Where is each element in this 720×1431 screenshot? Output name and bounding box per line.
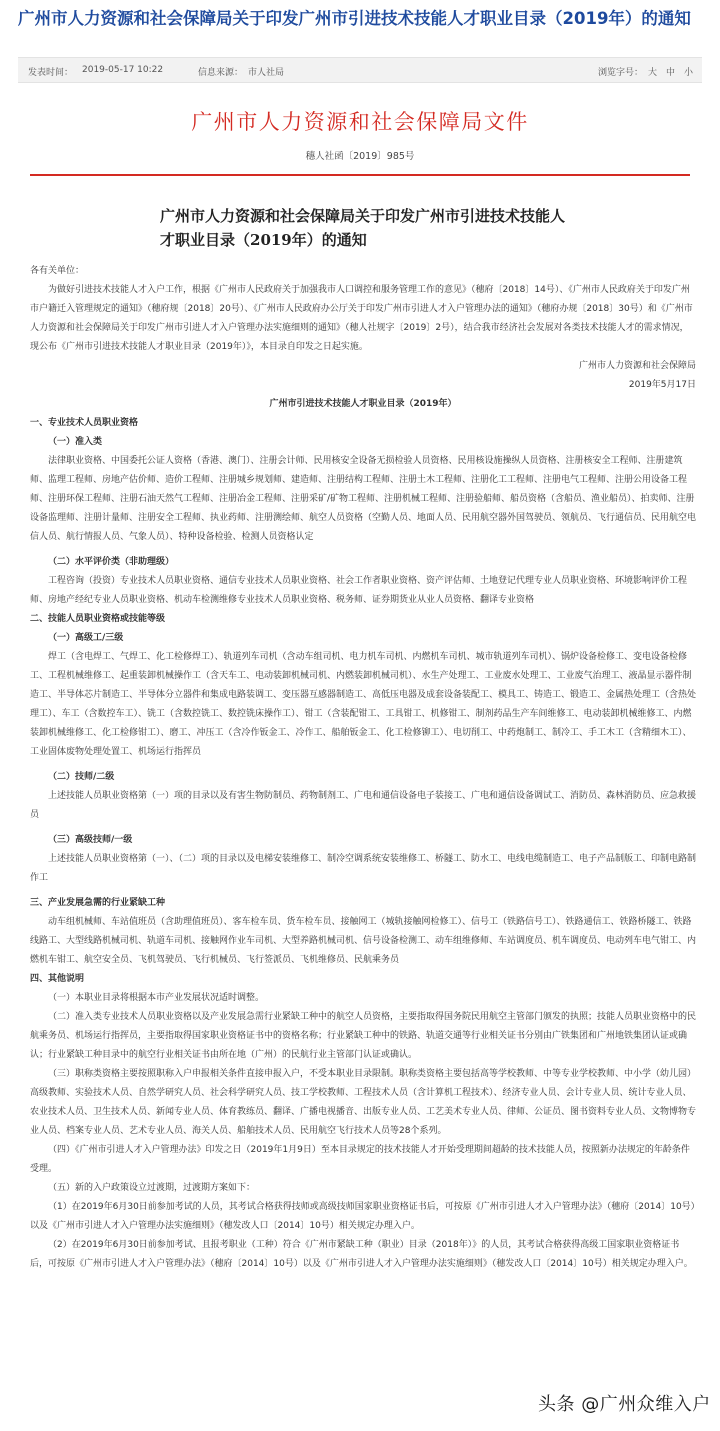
signature: 广州市人力资源和社会保障局 xyxy=(578,361,696,371)
catalog-title: 广州市引进技术技能人才职业目录（2019年） xyxy=(269,399,457,409)
section-paragraph: 上述技能人员职业资格第（一）项的目录以及有害生物防制员、药物制剂工、广电和通信设备电子装接工、广电和通信设备调试工、消防员、森林消防员、应急救援员 xyxy=(30,791,697,820)
section-heading: 四、其他说明 xyxy=(30,974,85,984)
section-paragraph: 上述技能人员职业资格第（一）、（二）项的目录以及电梯安装维修工、制冷空调系统安装维修工、桥隧工、防水工、电线电缆制造工、电子产品制版工、印制电路制作工 xyxy=(30,854,697,883)
section-heading: 三、产业发展急需的行业紧缺工种 xyxy=(30,898,166,908)
section-heading: 一、专业技术人员职业资格 xyxy=(30,418,139,428)
section-paragraph: 工程咨询（投资）专业技术人员职业资格、通信专业技术人员职业资格、社会工作者职业资格、资产评估师、土地登记代理专业人员职业资格、环境影响评价工程师、房地产经纪专业人员职业资格、机动车检测维修专业技术人员职业资格、税务师、证券期货业从业人员资格、翻译专业资格 xyxy=(30,576,688,605)
source-label: 信息来源： xyxy=(198,68,244,78)
notice-title xyxy=(160,204,580,252)
subsection-heading: （一）准入类 xyxy=(48,437,103,447)
section-paragraph: 动车组机械师、车站值班员（含助理值班员）、客车检车员、货车检车员、接触网工（城轨接触网检修工）、信号工（铁路信号工）、铁路通信工、铁路桥隧工、铁路线路工、大型线路机械司机、轨道车司机、接触网作业车司机、大型养路机械司机、信号设备检测工、动车组维修师、车站调度员、机车调度员、电动列车电气钳工、内燃机车钳工、航空安全员、飞机驾驶员、飞行机械员、飞行签派员、飞机维修员、民航乘务员 xyxy=(30,917,697,965)
section-heading: 二、技能人员职业资格或技能等级 xyxy=(30,614,166,624)
meta-bar xyxy=(18,57,702,83)
font-size-label: 浏览字号： xyxy=(598,68,644,78)
salutation: 各有关单位： xyxy=(30,266,85,276)
section-paragraph: （二）准入类专业技术人员职业资格以及产业发展急需行业紧缺工种中的航空人员资格，主要指取得国务院民用航空主管部门颁发的执照；技能人员职业资格中的民航乘务员、机场运行指挥员，主要指取得国家职业资格证书中的资格名称；行业紧缺工种中的铁路、轨道交通等行业相关证书分别由广铁集团和广州地铁集团认证或确认；行业紧缺工种目录中的航空行业相关证书由所在地（广州）的民航行业主管部门认证或确认。 xyxy=(30,1012,697,1060)
notice-title-line-1: 广州市人力资源和社会保障局关于印发广州市引进技术技能人 xyxy=(160,207,566,225)
section-paragraph: （三）职称类资格主要按照职称入户申报相关条件直接申报入户，不受本职业目录限制。职称类资格主要包括高等学校教师、中等专业学校教师、中小学（幼儿园）高级教师、实验技术人员、自然学研究人员、社会科学研究人员、技工学校教师、工程技术人员（含计算机工程技术）、经济专业人员、会计专业人员、统计专业人员、农业技术人员、卫生技术人员、新闻专业人员、体育教练员、翻译、广播电视播音、出版专业人员、工艺美术专业人员、律师、公证员、图书资料专业人员、文物博物专业人员、档案专业人员、艺术专业人员、海关人员、船舶技术人员、民用航空飞行技术人员等28个系列。 xyxy=(30,1069,697,1136)
section-paragraph: （一）本职业目录将根据本市产业发展状况适时调整。 xyxy=(48,993,265,1003)
red-divider xyxy=(30,174,690,176)
section-paragraph: （1）在2019年6月30日前参加考试的人员，其考试合格获得技师或高级技师国家职业资格证书后，可按原《广州市引进人才入户管理办法》（穗府〔2014〕10号）以及《广州市引进人才入户管理办法实施细则》（穗发改人口〔2014〕10号）相关规定办理入户。 xyxy=(30,1202,696,1231)
publish-time-label: 发表时间： xyxy=(28,68,74,78)
section-paragraph: 法律职业资格、中国委托公证人资格（香港、澳门）、注册会计师、民用核安全设备无损检验人员资格、民用核设施操纵人员资格、注册核安全工程师、注册建筑师、监理工程师、房地产估价师、造价工程师、注册城乡规划师、建造师、注册结构工程师、注册土木工程师、注册化工工程师、注册电气工程师、注册公用设备工程师、注册环保工程师、注册石油天然气工程师、注册冶金工程师、注册采矿/矿物工程师、注册机械工程师、注册验船师、船员资格（含船员、渔业船员）、拍卖师、注册设备监理师、注册计量师、注册安全工程师、执业药师、注册测绘师、航空人员资格（空勤人员、地面人员、民用航空器外国驾驶员、领航员、飞行通信员、民用航空电信人员、航行情报人员、气象人员）、特种设备检验、检测人员资格认定 xyxy=(30,456,697,542)
subsection-heading: （三）高级技师/一级 xyxy=(48,835,133,845)
subsection-heading: （一）高级工/三级 xyxy=(48,633,124,643)
subsection-heading: （二）技师/二级 xyxy=(48,772,115,782)
subsection-heading: （二）水平评价类（非助理级） xyxy=(48,557,175,567)
section-paragraph: （2）在2019年6月30日前参加考试、且报考职业（工种）符合《广州市紧缺工种（职业）目录（2018年）》的人员，其考试合格获得高级工国家职业资格证书后，可按原《广州市引进人才入户管理办法》（穗府〔2014〕10号）以及《广州市引进人才入户管理办法实施细则》（穗发改人口〔2014〕10号）相关规定办理入户。 xyxy=(30,1240,693,1269)
issue-date: 2019年5月17日 xyxy=(628,380,696,390)
publish-time: 2019-05-17 10:22 xyxy=(82,65,164,75)
section-paragraph: （四）《广州市引进人才入户管理办法》印发之日（2019年1月9日）至本目录规定的技术技能人才开始受理期间超龄的技术技能人员，按照新办法规定的年龄条件受理。 xyxy=(30,1145,690,1174)
font-small-button[interactable]: 小 xyxy=(684,68,694,78)
intro-paragraph: 为做好引进技术技能人才入户工作，根据《广州市人民政府关于加强我市人口调控和服务管理工作的意见》（穗府〔2018〕14号）、《广州市人民政府关于印发广州市户籍迁入管理规定的通知》（穗府规〔2018〕20号）、《广州市人民政府办公厅关于印发广州市引进人才入户管理办法的通知》（穗府办规〔2018〕30号）和《广州市人力资源和社会保障局关于印发广州市引进人才入户管理办法实施细则的通知》（穗人社规字〔2019〕2号），结合我市经济社会发展对各类技术技能人才的需求情况，现公布《广州市引进技术技能人才职业目录（2019年）》，本目录自印发之日起实施。 xyxy=(30,285,693,352)
document-number: 穗人社函〔2019〕985号 xyxy=(305,151,415,162)
font-medium-button[interactable]: 中 xyxy=(666,68,676,78)
notice-title-line-2: 才职业目录（2019年）的通知 xyxy=(160,231,367,249)
section-paragraph: （五）新的入户政策设立过渡期，过渡期方案如下： xyxy=(48,1183,256,1193)
document-body xyxy=(30,262,696,1274)
source: 市人社局 xyxy=(248,68,285,78)
section-paragraph: 焊工（含电焊工、气焊工、化工检修焊工）、轨道列车司机（含动车组司机、电力机车司机、内燃机车司机、城市轨道列车司机）、锅炉设备检修工、变电设备检修工、工程机械维修工、起重装卸机械操作工（含天车工、电动装卸机械司机、内燃装卸机械司机）、水生产处理工、工业废水处理工、工业废气治理工、液晶显示器件制造工、半导体芯片制造工、半导体分立器件和集成电路装调工、变压器互感器制造工、高低压电器及成套设备装配工、模具工、铸造工、锻造工、金属热处理工（含热处理工）、车工（含数控车工）、铣工（含数控铣工、数控铣床操作工）、钳工（含装配钳工、工具钳工、机修钳工、制剂药品生产车间维修工、电动装卸机械维修工、内燃装卸机械维修工、化工检修钳工）、磨工、冲压工（含冷作钣金工、冷作工、船舶钣金工、化工检修铆工）、电切削工、中药炮制工、制冷工、手工木工（含精细木工）、工业固体废物处理处置工、机场运行指挥员 xyxy=(30,652,697,757)
watermark: 头条 @广州众维入户 xyxy=(538,1394,711,1415)
document-header: 广州市人力资源和社会保障局文件 xyxy=(191,110,529,134)
page-title: 广州市人力资源和社会保障局关于印发广州市引进技术技能人才职业目录（2019年）的通知 xyxy=(18,9,691,28)
font-large-button[interactable]: 大 xyxy=(648,68,658,78)
